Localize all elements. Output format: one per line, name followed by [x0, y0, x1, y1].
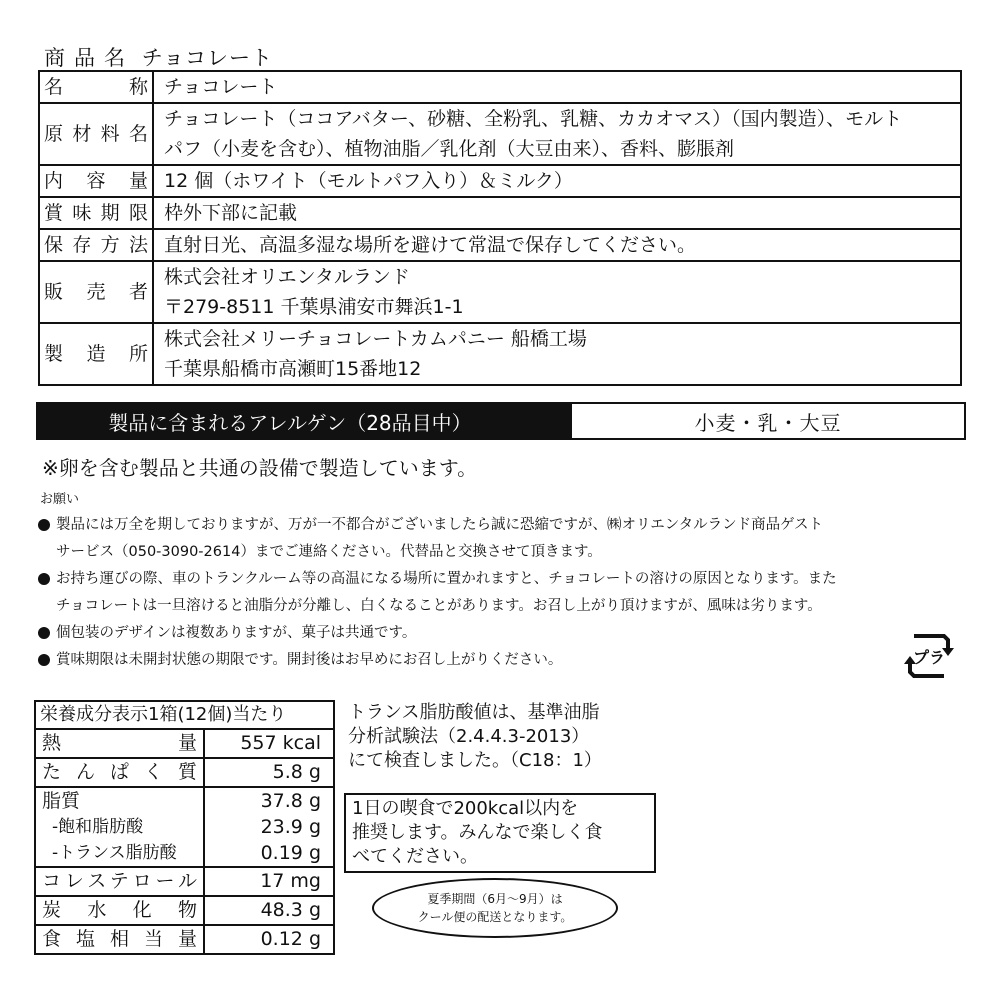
- nutrient-sublabel: -トランス脂肪酸: [52, 843, 177, 863]
- allergen-label: 製品に含まれるアレルゲン（28品目中）: [38, 404, 572, 438]
- info-row-storage: [39, 229, 961, 261]
- nutrition-row: [35, 758, 334, 787]
- info-row-name: [39, 71, 961, 103]
- nutrient-label: コレステロール: [35, 867, 204, 896]
- allergen-value: 小麦・乳・大豆: [694, 410, 842, 435]
- requests-heading: お願い: [40, 492, 80, 507]
- info-value: チョコレート: [153, 71, 961, 103]
- nutrient-value: 557 kcal: [204, 729, 334, 758]
- info-row-seller: [39, 261, 961, 323]
- nutrition-row: [35, 925, 334, 954]
- nutrient-label: 熱量: [35, 729, 204, 758]
- recycle-pla-icon: [904, 630, 954, 682]
- nutrition-row: [35, 896, 334, 925]
- nutrient-label: 食塩相当量: [35, 925, 204, 954]
- request-item: 個包装のデザインは複数ありますが、菓子は共通です。: [38, 620, 968, 647]
- requests-list: [38, 512, 968, 674]
- info-label: 内容量: [39, 165, 153, 197]
- bullet-icon: [38, 519, 50, 531]
- nutrition-row: [35, 729, 334, 758]
- info-label: 原材料名: [39, 103, 153, 165]
- product-name-label: 商品名: [44, 46, 134, 70]
- fat-label-row: [42, 788, 197, 814]
- info-label: 賞味期限: [39, 197, 153, 229]
- info-value: チョコレート（ココアバター、砂糖、全粉乳、乳糖、カカオマス）（国内製造）、モルト パフ（小麦を含む）、植物油脂／乳化剤（大豆由来）、香料、膨脹剤: [153, 103, 961, 165]
- info-row-ingredients: [39, 103, 961, 165]
- nutrient-value: 48.3 g: [204, 896, 334, 925]
- nutrient-value: 0.12 g: [204, 925, 334, 954]
- nutrient-label: 炭水化物: [35, 896, 204, 925]
- info-value: 枠外下部に記載: [153, 197, 961, 229]
- nutrient-value: 37.8 g: [260, 790, 321, 812]
- request-item: 賞味期限は未開封状態の期限です。開封後はお早めにお召し上がりください。: [38, 647, 968, 674]
- info-label: 販売者: [39, 261, 153, 323]
- nutrient-label: 脂質: [42, 790, 81, 812]
- info-label: 製造所: [39, 323, 153, 385]
- info-value: 12 個（ホワイト（モルトパフ入り）＆ミルク）: [153, 165, 961, 197]
- egg-facility-note: ※卵を含む製品と共通の設備で製造しています。: [42, 456, 478, 480]
- info-label: 保存方法: [39, 229, 153, 261]
- nutrient-value: 17 mg: [204, 867, 334, 896]
- nutrient-value: 0.19 g: [260, 842, 321, 864]
- allergen-box: [36, 402, 966, 440]
- nutrition-heading-row: [35, 701, 334, 729]
- bullet-icon: [38, 573, 50, 585]
- nutrient-label: たんぱく質: [35, 758, 204, 787]
- intake-recommendation-box: 1日の喫食で200kcal以内を 推奨します。みんなで楽しく食 べてください。: [344, 793, 656, 873]
- bullet-icon: [38, 654, 50, 666]
- nutrient-sublabel: -飽和脂肪酸: [52, 817, 144, 837]
- nutrient-value: 23.9 g: [260, 816, 321, 838]
- product-name-line: [44, 42, 273, 72]
- info-label: 名称: [39, 71, 153, 103]
- nutrition-heading: 栄養成分表示1箱(12個)当たり: [35, 701, 334, 729]
- info-row-best-before: [39, 197, 961, 229]
- request-item: お持ち運びの際、車のトランクルーム等の高温になる場所に置かれますと、チョコレートの溶けの原因となります。また チョコレートは一旦溶けると油脂分が分離し、白くなることがあります。お召し上がり頂けますが、風味は劣ります。: [38, 566, 968, 620]
- recycle-pla-label: プラ: [912, 648, 946, 667]
- bullet-icon: [38, 627, 50, 639]
- nutrient-label-group: [35, 787, 204, 867]
- summer-delivery-oval: 夏季期間（6月〜9月）は クール便の配送となります。: [372, 878, 618, 938]
- product-name-value: チョコレート: [141, 46, 274, 70]
- nutrition-row: [35, 867, 334, 896]
- nutrition-table: [34, 700, 335, 955]
- info-value: 株式会社メリーチョコレートカムパニー 船橋工場 千葉県船橋市高瀬町15番地12: [153, 323, 961, 385]
- info-value: 直射日光、高温多湿な場所を避けて常温で保存してください。: [153, 229, 961, 261]
- nutrient-value: 5.8 g: [204, 758, 334, 787]
- nutrition-row-fat: [35, 787, 334, 867]
- info-row-contents: [39, 165, 961, 197]
- nutrient-value-group: [204, 787, 334, 867]
- info-value: 株式会社オリエンタルランド 〒279-8511 千葉県浦安市舞浜1-1: [153, 261, 961, 323]
- product-info-table: [38, 70, 962, 386]
- request-item: 製品には万全を期しておりますが、万が一不都合がございましたら誠に恐縮ですが、㈱オリエンタルランド商品ゲスト サービス（050-3090-2614）までご連絡ください。代替品と交換させて頂きます。: [38, 512, 968, 566]
- trans-fat-test-note: トランス脂肪酸値は、基準油脂 分析試験法（2.4.4.3-2013） にて検査しました。（C18：1）: [348, 702, 602, 771]
- info-row-manufacturer: [39, 323, 961, 385]
